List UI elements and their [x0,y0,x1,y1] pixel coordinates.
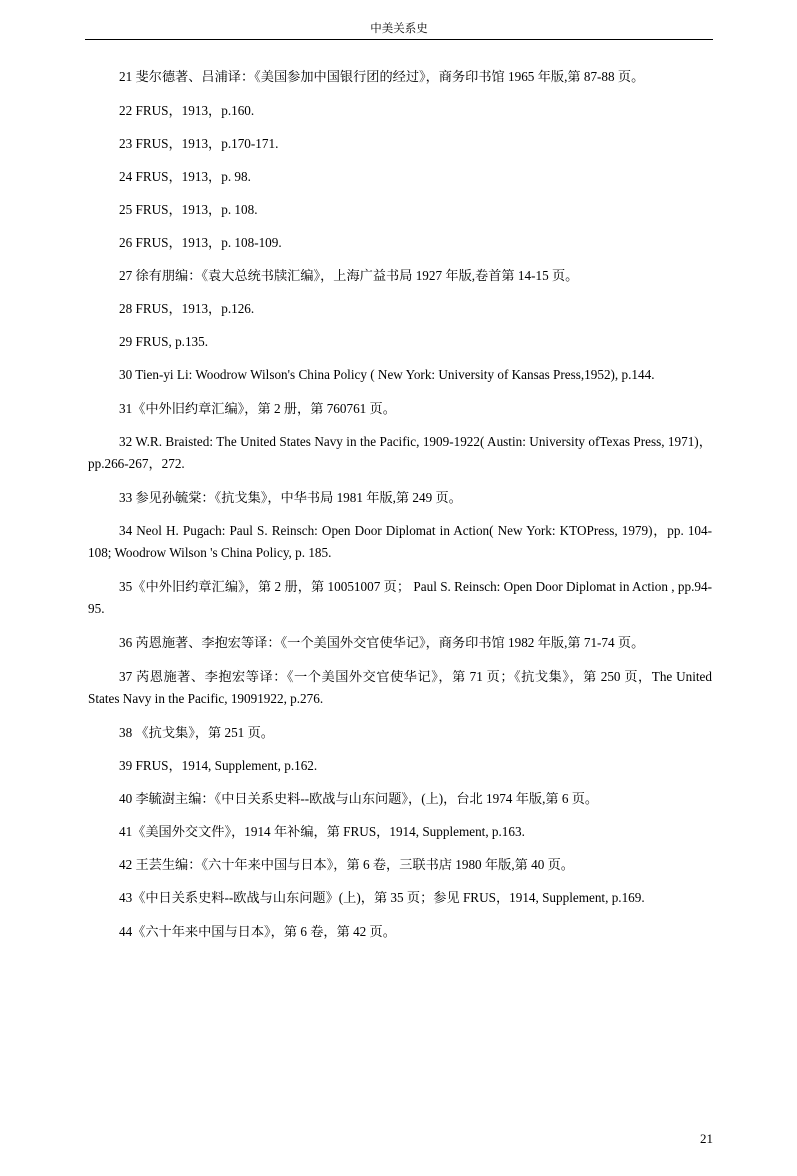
running-header [85,18,713,40]
endnote: 42 王芸生编：《六十年来中国与日本》，第 6 卷，三联书店 1980 年版,第 40 页。 [119,857,574,872]
endnote: 28 FRUS，1913，p.126. [119,301,255,316]
endnote: 29 FRUS, p.135. [119,334,209,349]
endnote: 32 W.R. Braisted: The United States Navy in the Pacific, 1909-1922( Austin: University ofTexas Press, 1971)，pp.266-267，272. [88,434,712,471]
endnote: 39 FRUS，1914, Supplement, p.162. [119,758,318,773]
endnote: 34 Neol H. Pugach: Paul S. Reinsch: Open Door Diplomat in Action( New York: KTOPress, 1979)，pp. 104-108; Woodrow Wilson 's China Policy, p. 185. [88,523,712,560]
endnote: 30 Tien-yi Li: Woodrow Wilson's China Policy ( New York: University of Kansas Press,1952), p.144. [119,367,655,382]
endnote: 33 参见孙毓棠：《抗戈集》，中华书局 1981 年版,第 249 页。 [119,490,462,505]
endnote: 37 芮恩施著、李抱宏等译：《一个美国外交官使华记》，第 71 页；《抗戈集》，第 250 页，The United States Navy in the Pacific, 19091922, p.276. [88,669,712,706]
endnote: 25 FRUS，1913，p. 108. [119,202,258,217]
endnote: 38 《抗戈集》，第 251 页。 [119,725,274,740]
page-number: 21 [700,1131,713,1146]
endnotes-list [88,66,712,954]
endnote: 40 李毓澍主编：《中日关系史料--欧战与山东问题》，(上)，台北 1974 年版,第 6 页。 [119,791,599,806]
header-title: 中美关系史 [370,21,428,35]
endnote: 27 徐有朋编：《袁大总统书牍汇编》，上海广益书局 1927 年版,卷首第 14-15 页。 [119,268,579,283]
endnote: 35《中外旧约章汇编》，第 2 册，第 10051007 页； Paul S. Reinsch: Open Door Diplomat in Action , pp.94-95. [88,579,712,616]
endnote: 21 斐尔德著、吕浦译：《美国参加中国银行团的经过》，商务印书馆 1965 年版,第 87-88 页。 [119,69,645,84]
endnote: 24 FRUS，1913，p. 98. [119,169,251,184]
endnote: 26 FRUS，1913，p. 108-109. [119,235,282,250]
endnote: 36 芮恩施著、李抱宏等译：《一个美国外交官使华记》，商务印书馆 1982 年版,第 71-74 页。 [119,635,645,650]
endnote: 23 FRUS，1913，p.170-171. [119,136,279,151]
endnote: 22 FRUS，1913，p.160. [119,103,255,118]
endnote: 43《中日关系史料--欧战与山东问题》(上)，第 35 页；参见 FRUS，1914, Supplement, p.169. [119,890,645,905]
endnote: 41《美国外交文件》，1914 年补编，第 FRUS，1914, Supplement, p.163. [119,824,525,839]
endnote: 31《中外旧约章汇编》，第 2 册，第 760761 页。 [119,401,396,416]
endnote: 44《六十年来中国与日本》，第 6 卷，第 42 页。 [119,924,396,939]
